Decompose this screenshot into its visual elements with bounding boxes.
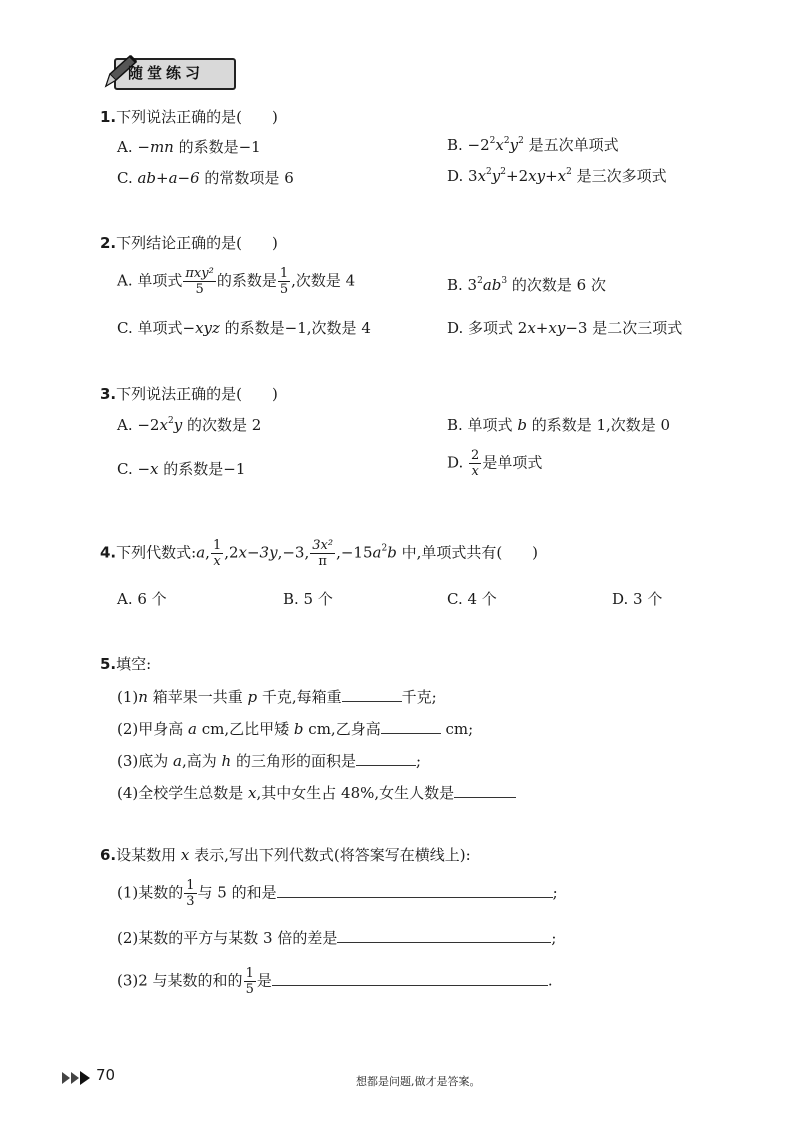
fraction: $\frac{\text{πxy²}}{5}$	[185, 266, 214, 297]
q1-option-a: A. −mn 的系数是−1	[117, 138, 261, 156]
fraction: $\frac{1}{3}$	[186, 878, 195, 909]
q6-item-2: (2)某数的平方与某数 3 倍的差是 ;	[117, 929, 557, 947]
q1-option-b: B. $-2^2x^2y^2$ 是五次单项式	[447, 136, 619, 154]
q5-item-2: (2)甲身高 a cm,乙比甲矮 b cm,乙身高 cm;	[117, 720, 474, 738]
q5-stem: 5.填空:	[100, 655, 152, 673]
answer-blank[interactable]	[277, 883, 553, 898]
answer-blank[interactable]	[272, 971, 548, 986]
fraction: $\frac{2}{x}$	[471, 448, 480, 479]
q2-number: 2.	[100, 234, 117, 252]
q4-option-a: A. 6 个	[117, 590, 167, 608]
q1-option-d: D. $3x^2y^2+2xy+x^2$ 是三次多项式	[447, 167, 667, 185]
q4-option-d: D. 3 个	[612, 590, 663, 608]
footer-quote: 想都是问题,做才是答案。	[356, 1075, 481, 1088]
answer-blank[interactable]	[356, 751, 416, 766]
q5-item-3: (3)底为 a,高为 h 的三角形的面积是 ;	[117, 752, 422, 770]
q1-option-c: C. ab+a−6 的常数项是 6	[117, 169, 294, 187]
q3-option-b: B. 单项式 b 的系数是 1,次数是 0	[447, 416, 671, 434]
q4-stem: 4.下列代数式:a, $\frac{1}{x}$ ,2x−3y,−3, $\frac{\text{3x²}}{\pi}$ $,-15a^2b$ 中,单项式共有( )	[100, 538, 539, 569]
q3-number: 3.	[100, 385, 117, 403]
section-title: 随堂练习	[128, 64, 205, 82]
q6-stem: 6.设某数用 x 表示,写出下列代数式(将答案写在横线上):	[100, 846, 471, 864]
fraction: $\frac{1}{5}$	[245, 966, 254, 997]
q1-number: 1.	[100, 108, 117, 126]
q1-stem	[100, 106, 278, 127]
q5-number: 5.	[100, 655, 117, 673]
fraction: $\frac{\text{3x²}}{\pi}$	[312, 538, 334, 569]
q6-item-3: (3)2 与某数的和的 $\frac{1}{5}$ 是 .	[117, 966, 553, 997]
q6-number: 6.	[100, 846, 117, 864]
fraction: $\frac{1}{5}$	[279, 266, 289, 297]
q3-option-d: D. $\frac{2}{x}$ 是单项式	[447, 448, 543, 479]
q3-text: 下列说法正确的是( )	[116, 385, 278, 403]
q4-number: 4.	[100, 543, 117, 562]
page-arrows-icon	[60, 1070, 92, 1086]
q3-stem	[100, 383, 278, 404]
page-number: 70	[96, 1066, 116, 1084]
answer-blank[interactable]	[381, 719, 441, 734]
q2-option-d: D. 多项式 2x+xy−3 是二次三项式	[447, 319, 683, 337]
answer-blank[interactable]	[342, 687, 402, 702]
q4-option-b: B. 5 个	[283, 590, 333, 608]
answer-blank[interactable]	[454, 783, 516, 798]
section-banner	[100, 52, 232, 90]
q5-item-1: (1)n 箱苹果一共重 p 千克,每箱重 千克;	[117, 688, 437, 706]
q1-text: 下列说法正确的是( )	[116, 108, 278, 126]
q4-option-c: C. 4 个	[447, 590, 497, 608]
fraction: $\frac{1}{x}$	[212, 538, 222, 569]
answer-blank[interactable]	[337, 928, 551, 943]
q3-option-c: C. −x 的系数是−1	[117, 460, 246, 478]
q6-item-1: (1)某数的 $\frac{1}{3}$ 与 5 的和是 ;	[117, 878, 558, 909]
q2-text: 下列结论正确的是( )	[116, 234, 278, 252]
q2-option-a: A. 单项式 $\frac{\text{πxy²}}{5}$ 的系数是 $\frac{1}{5}$ ,次数是 4	[117, 266, 356, 297]
q3-option-a: A. $-2x^2y$ 的次数是 2	[117, 416, 262, 434]
q5-item-4: (4)全校学生总数是 x,其中女生占 48%,女生人数是	[117, 782, 516, 803]
q2-stem	[100, 232, 278, 253]
q2-option-b: B. $3^2ab^3$ 的次数是 6 次	[447, 276, 606, 294]
q2-option-c: C. 单项式−xyz 的系数是−1,次数是 4	[117, 319, 371, 337]
